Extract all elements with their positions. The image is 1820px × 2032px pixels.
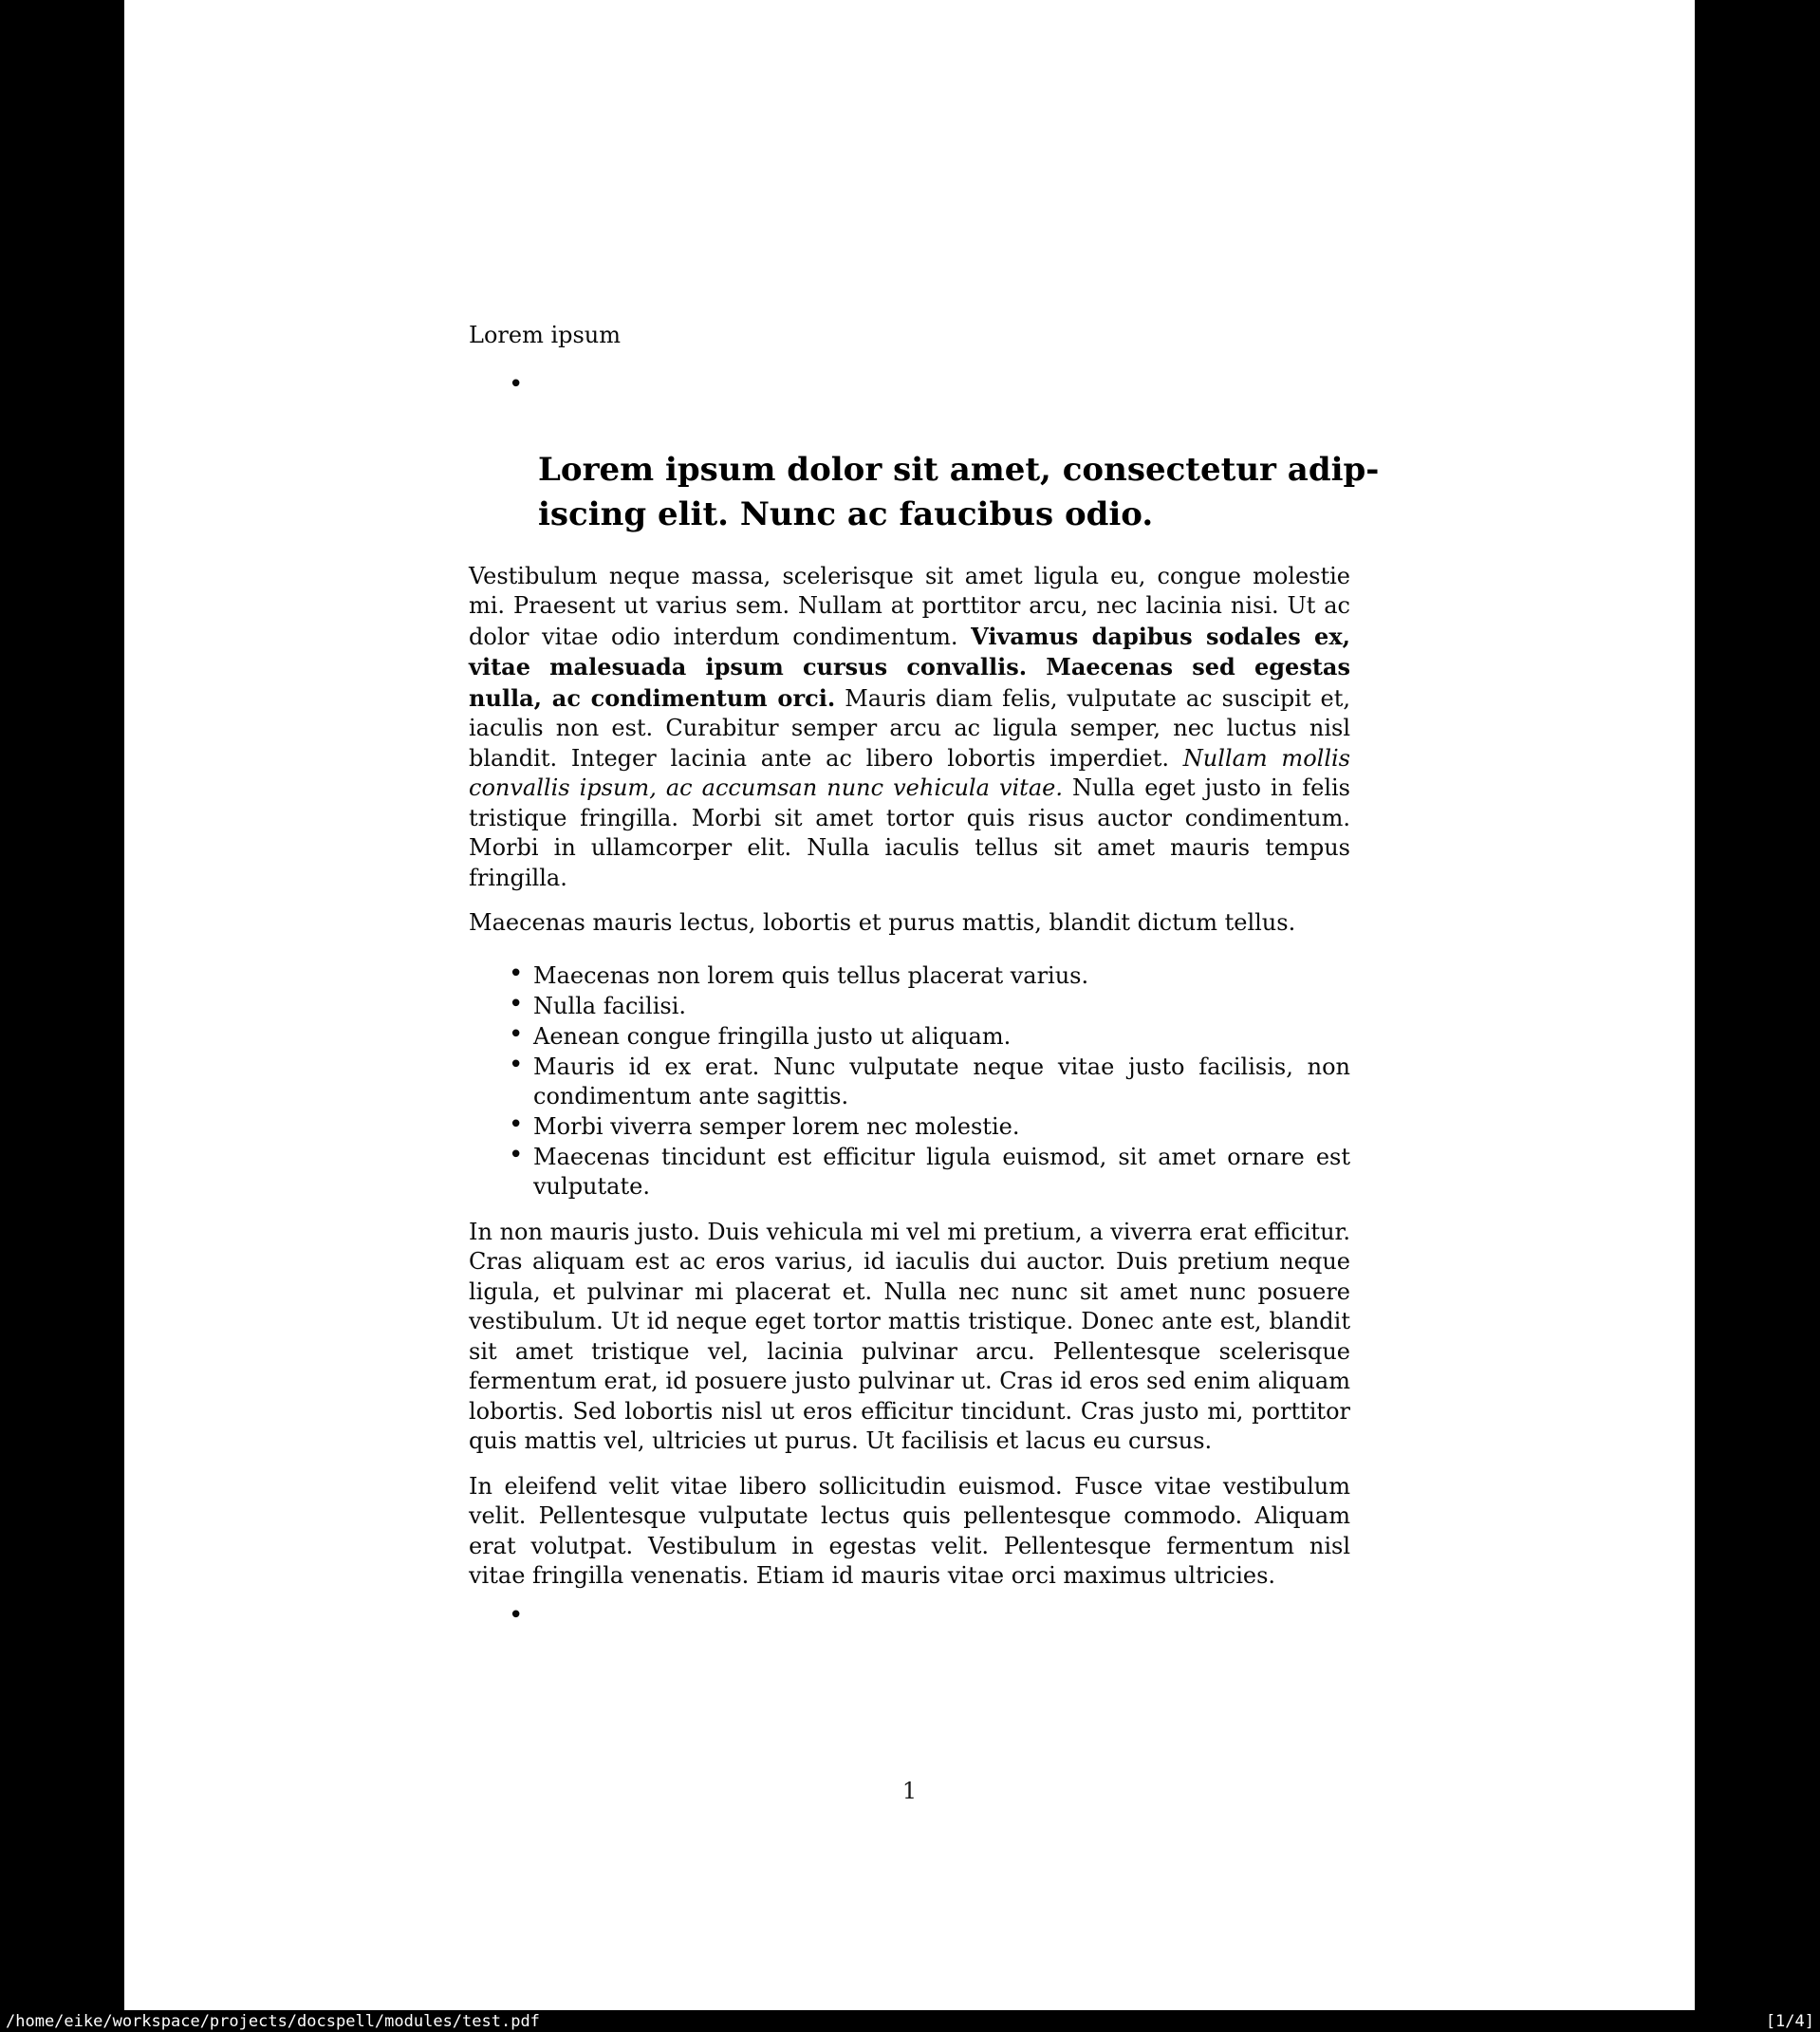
statusbar-page-indicator: [1/4] (1765, 2011, 1814, 2031)
list-item: • Morbi viverra semper lorem nec molestie. (469, 1112, 1350, 1143)
paragraph-1-normal-3: Nulla eget justo in felis tristique fringilla. Morbi sit amet tortor quis risus auctor condimentum. Morbi in ullamcorper elit. Nulla iaculis tellus sit amet mauris tempus fringilla. (469, 774, 1350, 891)
list-item: • Nulla facilisi. (469, 992, 1350, 1022)
empty-list-item (469, 1603, 1350, 1633)
paragraph-1-bold: Vivamus dapibus sodales ex, vitae malesuada ipsum cursus convallis. Maecenas sed egestas nulla, ac condimentum orci. (469, 622, 1350, 712)
section-heading (538, 448, 1380, 537)
paragraph-1-italic: Nullam mollis convallis ipsum, ac accumsan nunc vehicula vitae. (469, 744, 1350, 801)
page-number-footer: 1 (901, 1778, 918, 1804)
list-item: • Maecenas tincidunt est efficitur ligula euismod, sit amet ornare est vulputate. (469, 1143, 1350, 1202)
paragraph-1-normal-2: Mauris diam felis, vulputate ac suscipit et, iaculis non est. Curabitur semper arcu ac ligula semper, nec luctus nisl blandit. Integer lacinia ante ac libero lobortis imperdiet. (469, 684, 1351, 772)
list-item: • Mauris id ex erat. Nunc vulputate neque vitae justo facilisis, non condimentum ante sagittis. (469, 1053, 1350, 1112)
paragraph-3: In non mauris justo. Duis vehicula mi vel mi pretium, a viverra erat efficitur. Cras aliquam est ac eros varius, id iaculis dui auctor. Duis pretium neque ligula, et pulvinar mi placerat et. Nulla nec nunc sit amet nunc posuere vestibulum. Ut id neque eget tortor mattis tristique. Donec ante est, blandit sit amet tristique vel, lacinia pulvinar arcu. Pellentesque scelerisque fermentum erat, id posuere justo pulvinar ut. Cras id eros sed enim aliquam lobortis. Sed lobortis nisl ut eros efficitur tincidunt. Cras justo mi, porttitor quis mattis vel, ultricies ut purus. Ut facilisis et lacus eu cursus. (469, 1218, 1350, 1454)
section-heading-line2: iscing elit. Nunc ac faucibus odio. (538, 494, 1154, 533)
empty-bullet-list-bottom (469, 1603, 1350, 1633)
paragraph-1-normal-1: Vestibulum neque massa, scelerisque sit amet ligula eu, congue molestie mi. Praesent ut varius sem. Nullam at porttitor arcu, nec lacinia nisi. Ut ac dolor vitae odio interdum condimentum. (469, 562, 1350, 650)
statusbar-file-path: /home/eike/workspace/projects/docspell/modules/test.pdf (6, 2011, 540, 2031)
section-heading-line1: Lorem ipsum dolor sit amet, consectetur adip- (538, 450, 1380, 489)
list-item: • Maecenas non lorem quis tellus placerat varius. (469, 961, 1350, 992)
paragraph-1 (469, 562, 1350, 894)
empty-list-item (469, 372, 1350, 402)
list-item: • Aenean congue fringilla justo ut aliquam. (469, 1022, 1350, 1053)
paragraph-4: In eleifend velit vitae libero sollicitudin euismod. Fusce vitae vestibulum velit. Pellentesque vulputate lectus quis pellentesque commodo. Aliquam erat volutpat. Vestibulum in egestas velit. Pellentesque fermentum nisl vitae fringilla venenatis. Etiam id mauris vitae orci maximus ultricies. (469, 1472, 1350, 1589)
empty-bullet-list-top (469, 372, 1350, 402)
page-content (469, 0, 1380, 1633)
opening-text: Lorem ipsum (469, 322, 622, 348)
statusbar (0, 2010, 1820, 2032)
paragraph-2: Maecenas mauris lectus, lobortis et purus mattis, blandit dictum tellus. (469, 909, 1296, 936)
bullet-list (469, 961, 1350, 1202)
document-page[interactable] (124, 0, 1695, 2010)
